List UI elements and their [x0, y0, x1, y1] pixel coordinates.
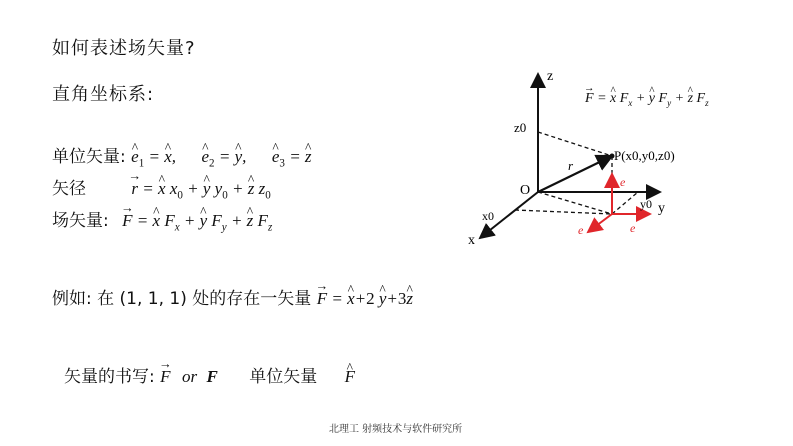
unit-vector-label: 单位矢量: [52, 147, 126, 167]
z-axis-label: z [547, 69, 554, 84]
example-row [52, 284, 413, 309]
notation-row [64, 362, 355, 387]
ex-label: e [578, 223, 584, 237]
ey-label: e [630, 221, 636, 235]
r-label: r [568, 158, 574, 173]
unit-vector-row [52, 142, 312, 169]
z0-label: z0 [514, 120, 527, 135]
point-p-dot [610, 154, 615, 159]
example-formula: → F = ^ x+2 ^ y+3^ z [317, 289, 413, 308]
footer-text: 北理工 射频技术与软件研究所 [329, 424, 463, 435]
y-axis-label: y [658, 201, 665, 216]
position-vector-arrow [538, 156, 612, 192]
page-title: 如何表述场矢量? [52, 38, 196, 59]
x0-label: x0 [482, 209, 494, 223]
y0-label: y0 [640, 197, 652, 211]
position-vector-row [52, 174, 271, 201]
position-vector-formula: → r = ^ x $x_0$ + ^ y $y_0$ + ^ z $z_0$ [131, 179, 270, 198]
origin-label: O [520, 183, 531, 198]
position-vector-label: 矢径 [52, 179, 86, 199]
unit-vector-formula: ^ $e_1$ = ^ x, ^ $e_2$ = ^ y, ^ $e_3$ = ^ z [131, 147, 311, 166]
ez-label: e [620, 175, 626, 189]
field-vector-formula: → F = ^ x $F_x$ + ^ y $F_y$ + ^ z $F_z$ [122, 211, 272, 230]
field-vector-label: 场矢量: [52, 211, 109, 231]
notation-or: or [181, 367, 198, 386]
notation-label: 矢量的书写: [64, 367, 155, 387]
notation-vector-arrow: → F [160, 367, 170, 386]
notation-unit-label: 单位矢量 [249, 367, 318, 387]
point-p-label: P(x0,y0,z0) [614, 148, 675, 163]
x-axis-label: x [468, 233, 475, 248]
coordinate-figure [460, 60, 700, 250]
notation-unit-hat: ^ F [345, 367, 355, 386]
unit-vector-ex-arrow [588, 214, 612, 232]
example-text: 例如: 在 (1, 1, 1) 处的存在一矢量 [52, 289, 312, 309]
notation-vector-bold: F [206, 367, 218, 386]
field-vector-row [52, 206, 272, 233]
figure-field-formula: → F = ^ x $F_x$ + ^ y $F_y$ + ^ z $F_z$ [585, 90, 709, 108]
coordinate-system-heading: 直角坐标系: [52, 84, 155, 105]
